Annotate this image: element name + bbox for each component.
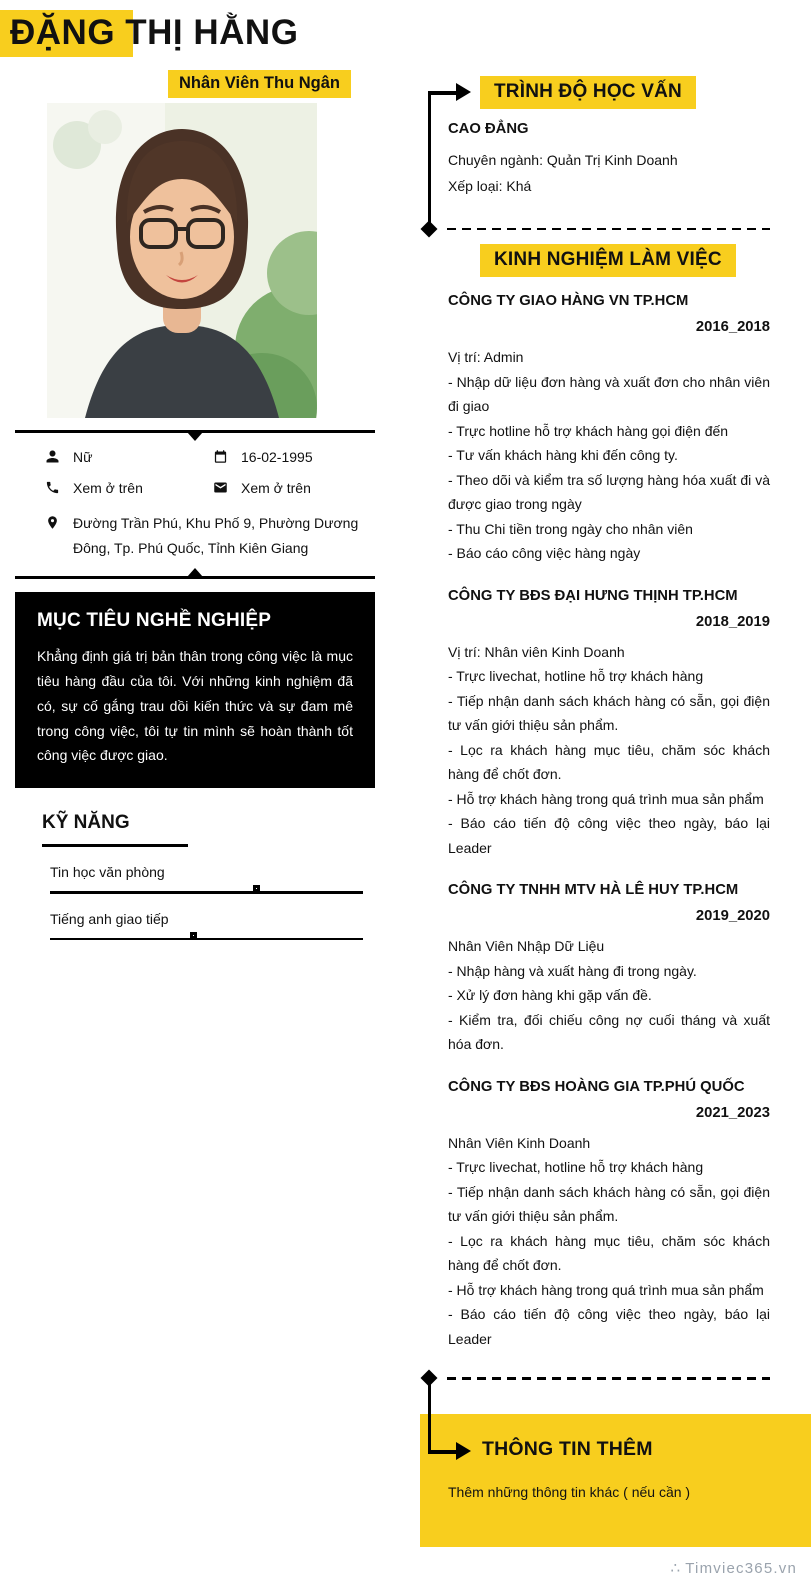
personal-info-grid [45,449,367,563]
calendar-icon [213,449,228,464]
education-major: Chuyên ngành: Quản Trị Kinh Doanh [448,151,678,168]
address-item [45,511,367,563]
job-entry [448,293,770,566]
job-position: Vị trí: Admin [448,349,524,365]
education-grade: Xếp loại: Khá [448,178,532,195]
location-pin-icon [45,515,60,530]
job-bullet: - Tiếp nhận danh sách khách hàng có sẵn, gọi điện tư vấn giới thiệu sản phẩm. [448,1183,770,1224]
job-bullet: - Xử lý đơn hàng khi gặp vấn đề. [448,987,652,1003]
experience-header [420,244,811,279]
job-company: CÔNG TY GIAO HÀNG VN TP.HCM [448,293,689,309]
email-item [213,480,367,496]
job-bullet: - Kiểm tra, đối chiếu công nợ cuối tháng và xuất hóa đơn. [448,1011,770,1052]
job-company: CÔNG TY BĐS ĐẠI HƯNG THỊNH TP.HCM [448,587,738,604]
experience-list [420,279,811,1351]
skill-label: Tin học văn phòng [50,864,165,881]
skill-level-track [50,938,363,941]
connector-line [428,1414,431,1453]
job-bullet: - Nhập dữ liệu đơn hàng và xuất đơn cho nhân viên đi giao [448,373,770,414]
job-bullet: - Tư vấn khách hàng khi đến công ty. [448,447,678,463]
job-bullet: - Lọc ra khách hàng mục tiêu, chăm sóc khách hàng để chốt đơn. [448,1232,770,1273]
additional-info-title: THÔNG TIN THÊM [482,1438,653,1460]
skill-level-track [50,891,363,894]
education-header [420,76,811,111]
job-bullet: - Trực hotline hỗ trợ khách hàng gọi điện đến [448,422,729,439]
additional-info-text: Thêm những thông tin khác ( nếu cần ) [448,1484,691,1500]
job-bullet: - Trực livechat, hotline hỗ trợ khách hàng [448,1159,704,1175]
job-bullet: - Thu Chi tiền trong ngày cho nhân viên [448,520,693,537]
divider-triangle-up [15,576,375,579]
triangle-up-icon [187,568,203,577]
job-position: Nhân Viên Nhập Dữ Liệu [448,938,605,954]
job-bullet: - Hỗ trợ khách hàng trong quá trình mua sản phẩm [448,790,764,807]
triangle-down-icon [187,432,203,441]
skill-item [42,911,375,941]
gender-value: Nữ [73,448,93,465]
section-divider [420,221,811,237]
skill-level-marker [253,885,260,892]
diamond-icon [421,220,438,237]
objective-section [15,592,375,789]
arrow-line [428,91,458,95]
additional-info-section [420,1414,811,1547]
right-column [420,64,811,1577]
job-bullet: - Báo cáo tiến độ công việc theo ngày, báo lại Leader [448,1306,770,1347]
dob-item [213,449,367,465]
phone-value: Xem ở trên [73,479,143,496]
job-company: CÔNG TY TNHH MTV HÀ LÊ HUY TP.HCM [448,882,739,898]
job-bullet: - Báo cáo tiến độ công việc theo ngày, báo lại Leader [448,815,770,856]
skills-section [15,812,375,940]
objective-text: Khẳng định giá trị bản thân trong công việc là mục tiêu hàng đầu của tôi. Với những kinh nghiệm đã có, sự cố gắng trau dồi kiến thức và sự đam mê trong công việc, tôi tự tin mình sẽ hoàn thành tốt công việc được giao. [37,647,353,764]
skill-label: Tiếng anh giao tiếp [50,910,169,927]
connector-line [428,93,431,233]
dashed-line [447,228,770,231]
job-bullet: - Hỗ trợ khách hàng trong quá trình mua sản phẩm [448,1281,764,1298]
right-arrow-icon [456,83,471,101]
job-title-row [15,70,375,101]
arrow-line [428,1450,458,1454]
right-arrow-icon [456,1442,471,1460]
job-bullet: - Lọc ra khách hàng mục tiêu, chăm sóc khách hàng để chốt đơn. [448,741,770,782]
job-entry [448,588,770,861]
watermark-text: Timviec365.vn [685,1560,797,1577]
objective-title: MỤC TIÊU NGHỀ NGHIỆP [37,609,272,631]
job-bullet: - Báo cáo công việc hàng ngày [448,545,641,561]
dashed-line [447,1377,770,1380]
job-period: 2019_2020 [695,908,770,924]
job-company: CÔNG TY BĐS HOÀNG GIA TP.PHÚ QUỐC [448,1078,745,1095]
job-period: 2016_2018 [695,319,770,335]
job-bullet: - Tiếp nhận danh sách khách hàng có sẵn, gọi điện tư vấn giới thiệu sản phẩm. [448,692,770,733]
profile-photo [47,103,317,418]
profile-photo-illustration [47,103,317,418]
phone-icon [45,480,60,495]
divider-triangle-down [15,430,375,433]
envelope-icon [213,480,228,495]
job-bullet: - Theo dõi và kiểm tra số lượng hàng hóa xuất đi và được giao trong ngày [448,471,770,512]
dob-value: 16-02-1995 [241,448,313,465]
job-bullet: - Trực livechat, hotline hỗ trợ khách hàng [448,668,704,684]
skills-title: KỸ NĂNG [42,812,188,847]
email-value: Xem ở trên [241,479,311,496]
phone-item [45,480,213,496]
job-entry [448,882,770,1057]
address-value: Đường Trần Phú, Khu Phố 9, Phường Dương Đông, Tp. Phú Quốc, Tỉnh Kiên Giang [73,514,359,557]
watermark [420,1547,811,1577]
job-entry [448,1079,770,1352]
skill-level-marker [190,932,197,939]
education-body [420,111,811,202]
job-position: Nhân Viên Kinh Doanh [448,1134,591,1151]
education-title: TRÌNH ĐỘ HỌC VẤN [480,76,696,109]
job-period: 2018_2019 [695,613,770,630]
education-degree: CAO ĐẲNG [448,120,529,137]
bottom-group [420,1351,811,1577]
section-divider [420,1370,811,1386]
personal-info [15,433,375,565]
job-bullet: - Nhập hàng và xuất hàng đi trong ngày. [448,962,697,979]
two-column-layout [0,64,811,1577]
gender-item [45,449,213,465]
name-header [0,0,811,64]
experience-title: KINH NGHIỆM LÀM VIỆC [480,244,736,277]
job-position: Vị trí: Nhân viên Kinh Doanh [448,643,625,660]
left-column [15,64,375,1577]
person-icon [45,449,60,464]
therefore-dots-icon: ∴ [670,1560,682,1577]
job-period: 2021_2023 [695,1104,770,1121]
candidate-name: ĐẶNG THỊ HẰNG [10,13,299,52]
job-title: Nhân Viên Thu Ngân [168,70,351,98]
skill-item [42,864,375,894]
